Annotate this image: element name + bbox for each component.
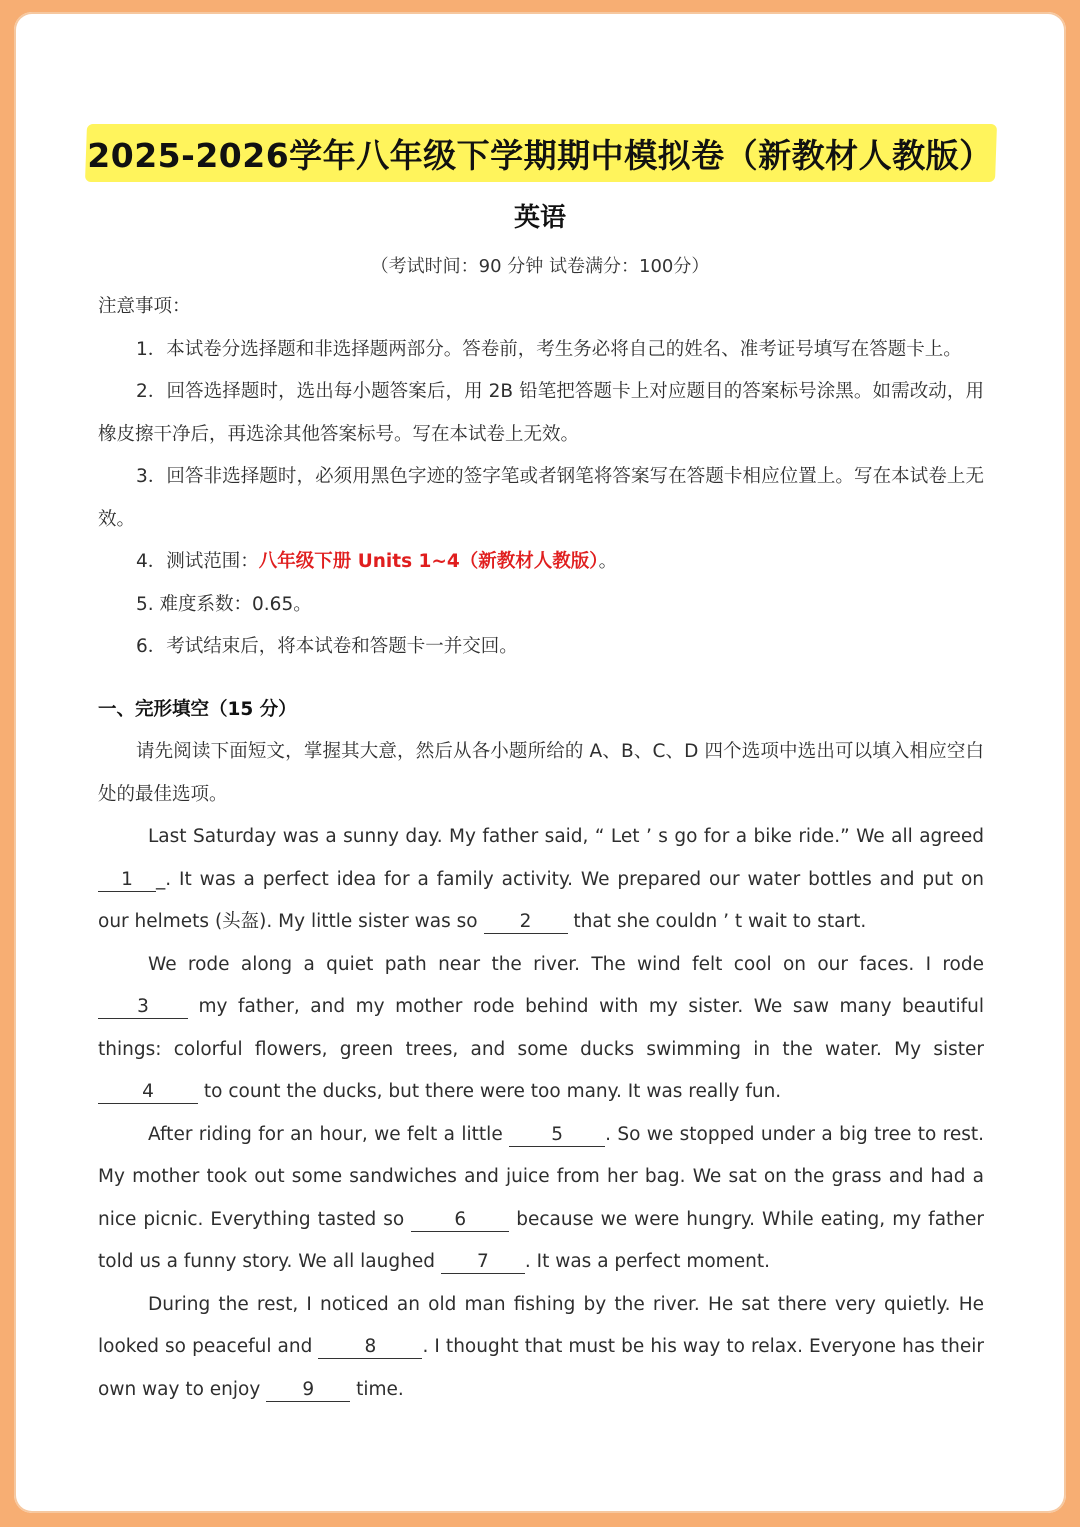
blank-2: 2 <box>484 911 568 934</box>
passage-paragraph-3 <box>98 1114 984 1284</box>
passage-text: my father, and my mother rode behind with my sister. We saw many beautiful things: colorful flowers, green trees, and some ducks swimming in the water. My sister <box>98 996 984 1060</box>
subject-heading: 英语 <box>513 203 566 233</box>
blank-3: 3 <box>98 996 188 1019</box>
passage-text: that she couldn ’ t wait to start. <box>567 911 867 932</box>
passage-text: During the rest, I noticed an old man fishing by the river. He sat there very quietly. He looked so peaceful and <box>98 1293 984 1357</box>
notice-item-4-suffix: 。 <box>598 551 618 572</box>
passage-text: to count the ducks, but there were too many. It was really fun. <box>198 1081 782 1102</box>
blank-1: 1 <box>98 869 156 892</box>
passage-text: After riding for an hour, we felt a little <box>148 1123 510 1145</box>
passage-text: because we were hungry. While eating, my father told us a funny story. We all laughed <box>98 1208 984 1272</box>
notice-item-3: 3．回答非选择题时，必须用黑色字迹的签字笔或者钢笔将答案写在答题卡相应位置上。写在本试卷上无效。 <box>98 466 984 530</box>
exam-time-score: （考试时间：90 分钟 试卷满分：100分） <box>370 256 710 277</box>
notice-item-2: 2．回答选择题时，选出每小题答案后，用 2B 铅笔把答题卡上对应题目的答案标号涂黑。如需改动，用橡皮擦干净后，再选涂其他答案标号。写在本试卷上无效。 <box>98 381 984 445</box>
blank-9: 9 <box>266 1379 350 1402</box>
blank-4: 4 <box>98 1081 198 1104</box>
blank-5: 5 <box>509 1124 605 1147</box>
notice-item-4-prefix: 4．测试范围： <box>136 551 259 572</box>
blank-7: 7 <box>441 1251 525 1274</box>
passage-text: . I thought that must be his way to relax. Everyone has their own way to enjoy <box>98 1336 984 1400</box>
passage-text: _. It was a perfect idea for a family activity. We prepared our water bottles and put on our helmets (头盔). My little sister was so <box>98 868 984 932</box>
passage-paragraph-4 <box>98 1284 984 1412</box>
cloze-instruction: 请先阅读下面短文，掌握其大意，然后从各小题所给的 A、B、C、D 四个选项中选出可以填入相应空白处的最佳选项。 <box>98 741 984 805</box>
passage-text: . It was a perfect moment. <box>524 1251 770 1272</box>
exam-title: 2025-2026学年八年级下学期期中模拟卷（新教材人教版） <box>87 136 993 175</box>
passage-text: We rode along a quiet path near the river. The wind felt cool on our faces. I rode <box>148 953 984 975</box>
passage-text: time. <box>350 1378 404 1400</box>
blank-8: 8 <box>318 1336 422 1359</box>
section-heading-cloze: 一、完形填空（15 分） <box>98 698 297 720</box>
test-scope-highlight: 八年级下册 Units 1~4（新教材人教版） <box>258 551 599 572</box>
notice-item-4 <box>98 541 984 584</box>
exam-content <box>98 286 984 1411</box>
notice-heading: 注意事项： <box>98 296 191 317</box>
passage-text: . So we stopped under a big tree to rest. My mother took out some sandwiches and juice from her bag. We sat on the grass and had a nice picnic. Everything tasted so <box>98 1123 984 1230</box>
notice-item-1: 1．本试卷分选择题和非选择题两部分。答卷前，考生务必将自己的姓名、准考证号填写在答题卡上。 <box>136 338 962 360</box>
notice-item-5: 5. 难度系数：0.65。 <box>136 593 312 615</box>
passage-paragraph-2 <box>98 944 984 1114</box>
passage-text: Last Saturday was a sunny day. My father said, “ Let ’ s go for a bike ride.” We all agreed <box>148 826 984 847</box>
notice-item-6: 6．考试结束后，将本试卷和答题卡一并交回。 <box>136 636 518 657</box>
blank-6: 6 <box>411 1209 509 1232</box>
passage-paragraph-1 <box>98 816 984 944</box>
